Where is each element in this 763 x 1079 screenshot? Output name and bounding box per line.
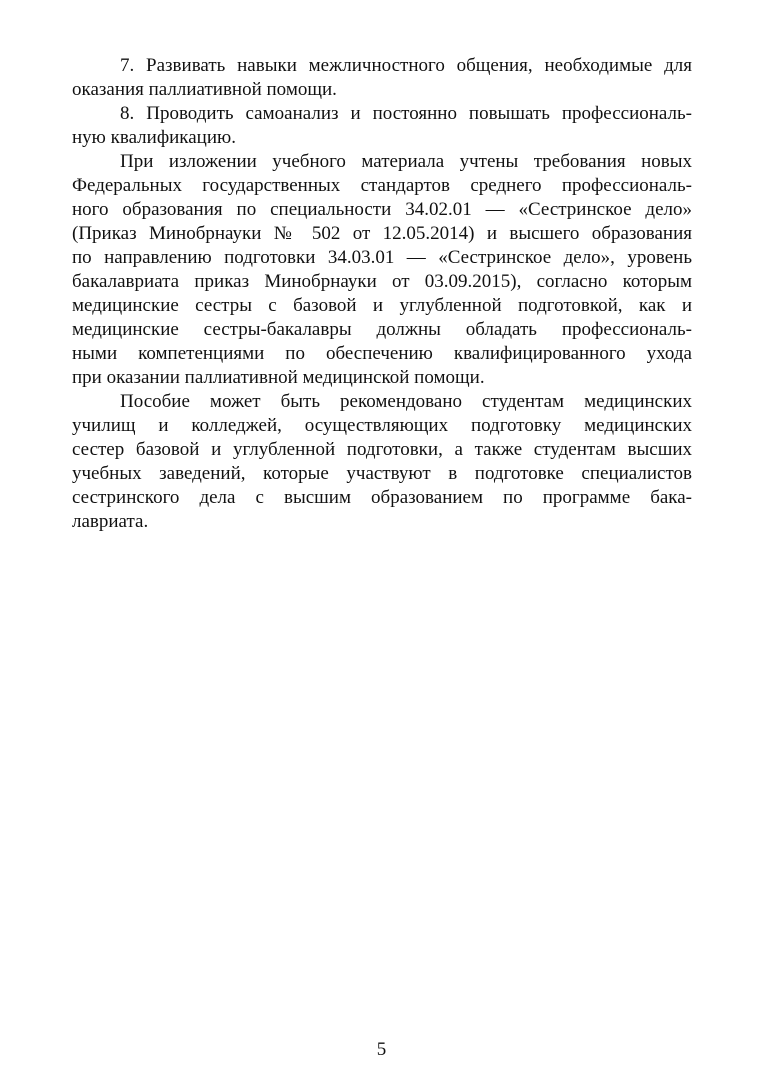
text-line: по направлению подготовки 34.03.01 — «Сестринское дело», уровень <box>72 247 692 268</box>
text-line: 7. Развивать навыки межличностного общения, необходимые для <box>120 55 692 76</box>
text-line: ную квалификацию. <box>72 127 236 148</box>
text-line: оказания паллиативной помощи. <box>72 79 337 100</box>
text-line: (Приказ Минобрнауки № 502 от 12.05.2014) и высшего образования <box>72 223 692 244</box>
text-line: при оказании паллиативной медицинской помощи. <box>72 367 485 388</box>
text-line: учебных заведений, которые участвуют в подготовке специалистов <box>72 463 692 484</box>
text-line: сестер базовой и углубленной подготовки, а также студентам высших <box>72 439 692 460</box>
text-line: медицинские сестры с базовой и углубленной подготовкой, как и <box>72 295 692 316</box>
text-line: ными компетенциями по обеспечению квалифицированного ухода <box>72 343 692 364</box>
text-line: бакалавриата приказ Минобрнауки от 03.09.2015), согласно которым <box>72 271 692 292</box>
text-line: Пособие может быть рекомендовано студентам медицинских <box>120 391 692 412</box>
text-line: 8. Проводить самоанализ и постоянно повышать профессиональ- <box>120 103 692 124</box>
page-number: 5 <box>376 1039 387 1060</box>
text-line: сестринского дела с высшим образованием по программе бака- <box>72 487 692 508</box>
text-line: училищ и колледжей, осуществляющих подготовку медицинских <box>72 415 692 436</box>
text-line: Федеральных государственных стандартов среднего профессиональ- <box>72 175 692 196</box>
text-line: При изложении учебного материала учтены требования новых <box>120 151 692 172</box>
text-line: ного образования по специальности 34.02.01 — «Сестринское дело» <box>72 199 692 220</box>
page-body <box>72 54 692 534</box>
text-line: медицинские сестры-бакалавры должны обладать профессиональ- <box>72 319 692 340</box>
text-line: лавриата. <box>72 511 149 532</box>
